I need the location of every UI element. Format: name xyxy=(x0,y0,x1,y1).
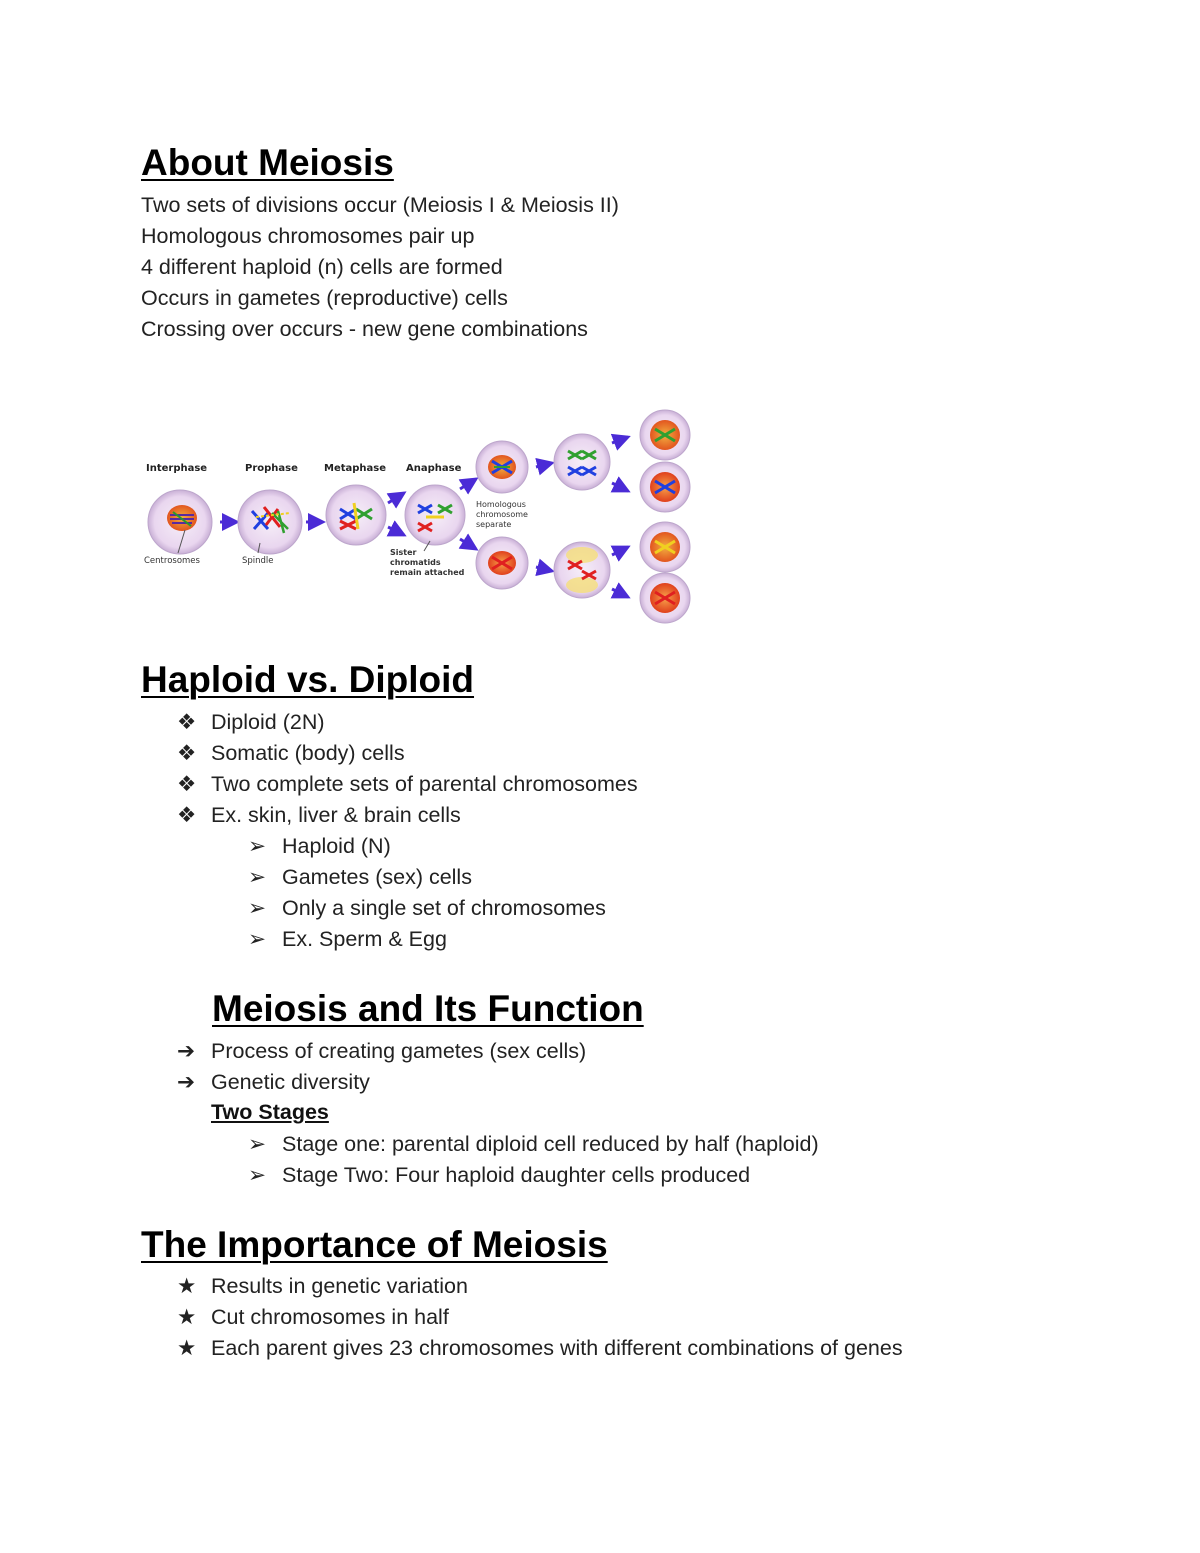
arrowhead-bullet-icon: ➢ xyxy=(248,834,267,858)
stage-label-metaphase: Metaphase xyxy=(324,463,387,474)
metaphase-cell xyxy=(326,485,386,545)
label-spindle: Spindle xyxy=(242,556,274,566)
document-page: About Meiosis Two sets of divisions occur (Meiosis I & Meiosis II) Homologous chromosomes pair up 4 different haploid (n) cells are formed Occurs in gametes (reproductive) cells Crossing over occurs - new gene combinations Interphase Prophase Metaphase Anaphase Centrosomes Spindle Homologous chromosome separate Sister chromatids remain attached Haploid vs. Diploid ❖ Diploid (2N) ❖ Somatic (body) cells ❖ Two complete sets of parental chromosomes ❖ Ex. skin, liver & brain cells ➢ Haploid (N) ➢ Gametes (sex) cells ➢ Only a single set of chromosomes ➢ Ex. Sperm & Egg Meiosis and Its Function ➔ Process of creating gametes (sex cells) ➔ Genetic diversity Two Stages ➢ Stage one: parental diploid cell reduced by half (haploid) ➢ Stage Two: Four haploid daughter cells produced The Importance of Meiosis ★ Results in genetic variation ★ Cut chromosomes in half ★ Each parent gives 23 chromosomes with different combinations of genes xyxy=(0,0,1200,1553)
star-bullet-icon: ★ xyxy=(177,1305,197,1329)
arrowhead-bullet-icon: ➢ xyxy=(248,1163,267,1187)
meiosis-diagram xyxy=(140,405,700,630)
star-bullet-icon: ★ xyxy=(177,1274,197,1298)
label-homologous-2: chromosome xyxy=(476,510,528,519)
arrowhead-bullet-icon: ➢ xyxy=(248,1132,267,1156)
about-line: Homologous chromosomes pair up xyxy=(141,224,475,248)
about-line: Occurs in gametes (reproductive) cells xyxy=(141,286,508,310)
heading-meiosis-function: Meiosis and Its Function xyxy=(212,988,644,1029)
prophase-cell xyxy=(238,490,302,554)
heading-haploid-vs-diploid: Haploid vs. Diploid xyxy=(141,659,475,700)
diamond-bullet-icon: ❖ xyxy=(177,772,197,796)
about-line: Two sets of divisions occur (Meiosis I & Meiosis II) xyxy=(141,193,619,217)
label-homologous-3: separate xyxy=(476,520,512,529)
label-centrosomes: Centrosomes xyxy=(144,556,200,566)
label-sister-1: Sister xyxy=(390,548,417,557)
final-cell-4 xyxy=(640,573,690,623)
heading-importance-meiosis: The Importance of Meiosis xyxy=(141,1224,608,1265)
interphase-cell xyxy=(148,490,212,554)
final-cell-1 xyxy=(640,410,690,460)
meiosis-ii-cell-bottom xyxy=(554,542,610,598)
final-cell-3 xyxy=(640,522,690,572)
diamond-bullet-icon: ❖ xyxy=(177,741,197,765)
label-homologous-1: Homologous xyxy=(476,500,526,509)
about-line: Crossing over occurs - new gene combinations xyxy=(141,317,588,341)
stage-label-interphase: Interphase xyxy=(146,463,208,474)
diamond-bullet-icon: ❖ xyxy=(177,710,197,734)
daughter-cell-top xyxy=(476,441,528,493)
stage-label-anaphase: Anaphase xyxy=(406,463,462,474)
arrow-bullet-icon: ➔ xyxy=(177,1070,196,1094)
label-sister-2: chromatids xyxy=(390,558,441,567)
arrow-bullet-icon: ➔ xyxy=(177,1039,196,1063)
stage-label-prophase: Prophase xyxy=(245,463,298,474)
star-bullet-icon: ★ xyxy=(177,1336,197,1360)
subheading-two-stages: Two Stages xyxy=(211,1100,329,1124)
anaphase-cell xyxy=(405,485,465,545)
daughter-cell-bottom xyxy=(476,537,528,589)
arrowhead-bullet-icon: ➢ xyxy=(248,927,267,951)
arrowhead-bullet-icon: ➢ xyxy=(248,865,267,889)
final-cell-2 xyxy=(640,462,690,512)
arrowhead-bullet-icon: ➢ xyxy=(248,896,267,920)
label-sister-3: remain attached xyxy=(390,568,465,577)
heading-about-meiosis: About Meiosis xyxy=(141,142,394,183)
meiosis-ii-cell-top xyxy=(554,434,610,490)
about-line: 4 different haploid (n) cells are formed xyxy=(141,255,503,279)
diamond-bullet-icon: ❖ xyxy=(177,803,197,827)
